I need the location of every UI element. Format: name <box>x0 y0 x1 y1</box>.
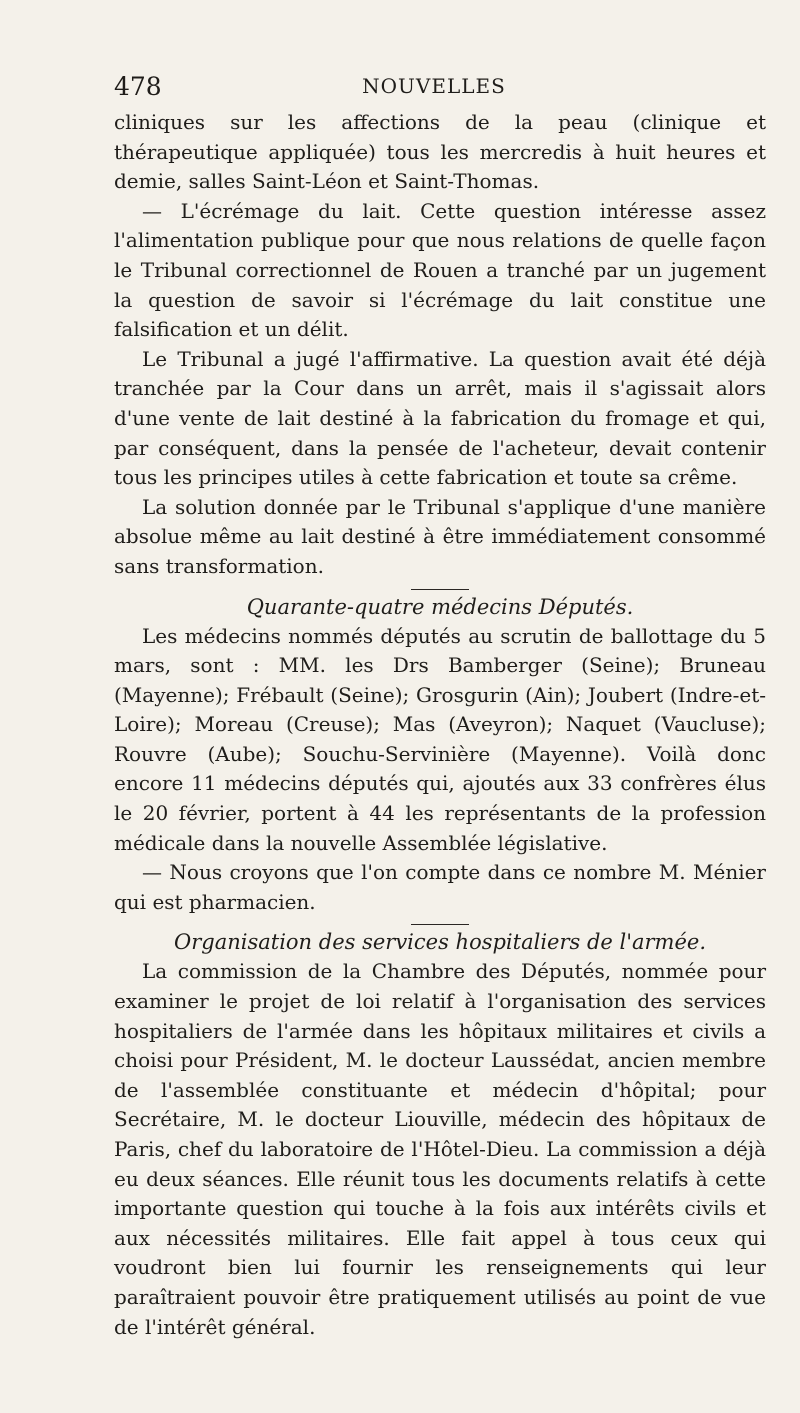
page-header <box>114 72 754 106</box>
section-divider <box>411 589 469 590</box>
running-title: NOUVELLES <box>362 74 506 98</box>
section-divider <box>411 924 469 925</box>
paragraph-milk-skimming: — L'écrémage du lait. Cette question intéresse assez l'alimentation publique pour que nous relations de quelle façon le Tribunal correctionnel de Rouen a tranché par un jugement la question de savoir si l'écrémage du lait constitue une falsification et un délit. <box>114 198 766 342</box>
paragraph-menier: — Nous croyons que l'on compte dans ce nombre M. Ménier qui est pharmacien. <box>114 860 766 914</box>
section-title-deputies: Quarante-quatre médecins Députés. <box>246 594 634 619</box>
paragraph-deputies-list: Les médecins nommés députés au scrutin de ballottage du 5 mars, sont : MM. les Drs Bamberger (Seine); Bruneau (Mayenne); Frébault (Seine); Grosgurin (Ain); Joubert (Indre-et-Loire); Moreau (Creuse); Mas (Aveyron); Naquet (Vaucluse); Rouvre (Aube); Souchu-Servinière (Mayenne). Voilà donc encore 11 médecins députés qui, ajoutés aux 33 confrères élus le 20 février, portent à 44 les représentants de la profession médicale dans la nouvelle Assemblée législative. <box>114 623 766 855</box>
paragraph-continued: cliniques sur les affections de la peau (clinique et thérapeutique appliquée) tous les mercredis à huit heures et demie, salles Saint-Léon et Saint-Thomas. <box>114 110 766 194</box>
page-body <box>114 108 766 1342</box>
paragraph-commission: La commission de la Chambre des Députés, nommée pour examiner le projet de loi relatif à l'organisation des services hospitaliers de l'armée dans les hôpitaux militaires et civils a choisi pour Président, M. le docteur Laussédat, ancien membre de l'assemblée constituante et médecin d'hôpital; pour Secrétaire, M. le docteur Liouville, médecin des hôpitaux de Paris, chef du laboratoire de l'Hôtel-Dieu. La commission a déjà eu deux séances. Elle réunit tous les documents relatifs à cette importante question qui touche à la fois aux intérêts civils et aux nécessités militaires. Elle fait appel à tous ceux qui voudront bien lui fournir les renseignements qui leur paraîtraient pouvoir être pratiquement utilisés au point de vue de l'intérêt général. <box>114 959 766 1339</box>
section-title-hospital-services: Organisation des services hospitaliers de l'armée. <box>174 930 706 955</box>
page-number: 478 <box>114 72 162 101</box>
paragraph-tribunal-judgement: Le Tribunal a jugé l'affirmative. La question avait été déjà tranchée par la Cour dans un arrêt, mais il s'agissait alors d'une vente de lait destiné à la fabrication du fromage et qui, par conséquent, dans la pensée de l'acheteur, devait contenir tous les principes utiles à cette fabrication et toute sa crême. <box>114 346 766 490</box>
paragraph-solution: La solution donnée par le Tribunal s'applique d'une manière absolue même au lait destiné à être immédiatement consommé sans transformation. <box>114 494 766 578</box>
